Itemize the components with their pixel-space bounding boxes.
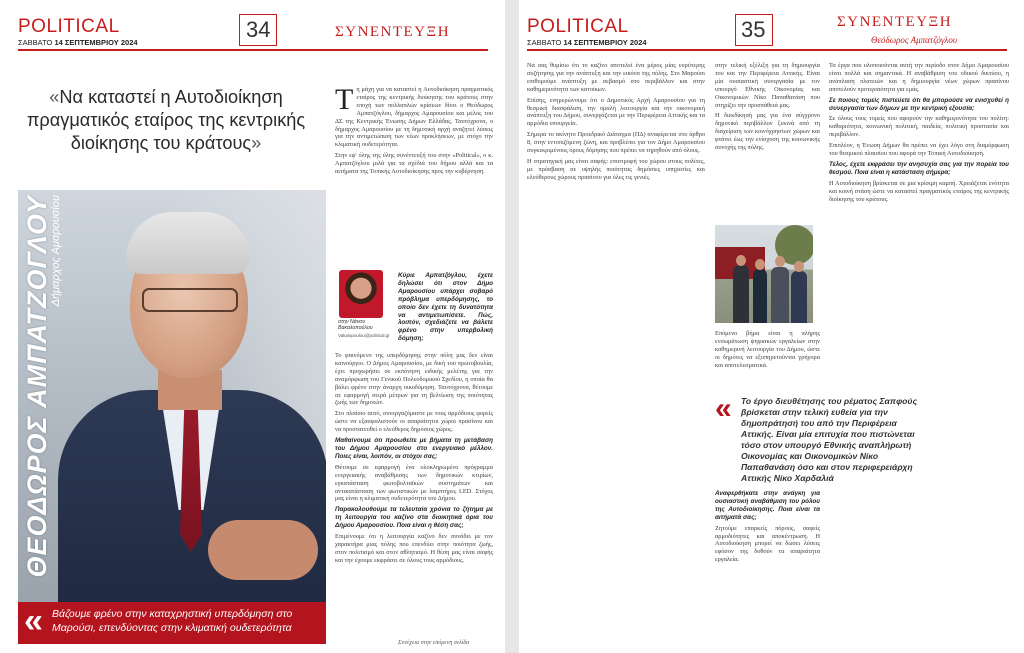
article-paragraph: Στο πλαίσιο αυτό, συνεργαζόμαστε με τους αρμόδιους φορείς ώστε να εξασφαλιστούν οι απαραίτητοι χώροι πρασίνου και να προστατευθεί ο ελεύθερος δημόσιος χώρος. xyxy=(335,410,493,434)
headline: «Να καταστεί η Αυτοδιοίκηση πραγματικός εταίρος της κεντρικής διοίκησης του κράτους» xyxy=(26,87,306,153)
article-paragraph: Η διεκδίκησή μας για ένα σύγχρονο δημοτικό περιβάλλον ξεκινά από τη διαχείριση των κοινόχρηστων χώρων και φτάνει έως την ενίσχυση της κοινωνικής συνοχής της πόλης. xyxy=(715,112,820,152)
section-title: ΣΥΝΕΝΤΕΥΞΗ xyxy=(837,14,953,30)
event-photo xyxy=(715,225,813,323)
caption-quote-icon: « xyxy=(24,602,43,640)
brand-logo: POLITICAL xyxy=(527,16,629,37)
article-paragraph: Επόμενο βήμα είναι η πλήρης ενσωμάτωση ψηφιακών εργαλείων στην καθημερινή λειτουργία του Δήμου, ώστε οι δημότες να εξυπηρετούνται γρήγορα και αποτελεσματικά. xyxy=(715,330,820,369)
section-title: ΣΥΝΕΝΤΕΥΞΗ xyxy=(335,24,451,40)
photo-caption: Βάζουμε φρένο στην καταχρηστική υπερδόμηση στο Μαρούσι, επενδύοντας στην κλιματική ουδετερότητα xyxy=(52,608,293,634)
article-paragraph: Ζητούμε επαρκείς πόρους, σαφείς αρμοδιότητες και αποκέντρωση. Η Αυτοδιοίκηση μπορεί να δώσει λύσεις εφόσον της δοθούν τα απαραίτητα εργαλεία. xyxy=(715,524,820,564)
question-2: Μαθαίνουμε ότι προωθείτε με βήματα τη μετάβαση του Δήμου Αμαρουσίου στο ενεργειακό μέλλον. Ποιες είναι, λοιπόν, οι στόχοι σας; xyxy=(335,437,493,460)
article-column-2 xyxy=(527,62,705,634)
article-column-1b xyxy=(335,352,493,634)
author-name: στην Νάνσυ Βακαλοπούλου xyxy=(338,319,373,332)
left-page xyxy=(0,0,505,653)
article-column-3a xyxy=(715,62,820,220)
article-paragraph: Στην εφ' όλης της ύλης συνέντευξή του στην «Political», ο κ. Αμπατζόγλου μιλά για τα σχέδιά του δήμου αλλά και τα αιτήματα της Τοπικής Αυτοδιοίκησης προς την κυβέρνηση. xyxy=(335,152,493,176)
article-paragraph: Επίσης, ενημερώνουμε ότι ο Δημοτικός Αρχή Αμαρουσίου για τη θεσμική διασφάλιση, την ομαλή λειτουργία και την οικονομική ανάπτυξη του Δήμου, συνεργάζεται με την Περιφέρεια Αττικής και τα αρμόδια υπουργεία. xyxy=(527,96,705,128)
article-column-3b xyxy=(715,330,820,390)
header-rule xyxy=(527,49,1007,51)
article-paragraph: Θέτουμε σε εφαρμογή ένα ολοκληρωμένο πρόγραμμα ενεργειακής αναβάθμισης των δημοτικών κτιρίων, εγκατάσταση φωτοβολταϊκών συστημάτων και αντικατάσταση των φωτιστικών με λαμπτήρες LED. Στόχος μας είναι η κλιματική ουδετερότητα του Δήμου. xyxy=(335,463,493,503)
question: Σε ποιους τομείς πιστεύετε ότι θα μπορούσε να ενισχυθεί η συνεργασία των δήμων με την κεντρική εξουσία; xyxy=(829,96,1009,112)
pull-quote-text: Το έργο διευθέτησης του ρέματος Σαπφούς βρίσκεται στην τελική ευθεία για την δημοπράτησή του από την Περιφέρεια Αττικής. Είναι μία επιτυχία που πιστώνεται τόσο στον υπουργό Εθνικής αναπλήρωτή Οικονομίας και Οικονομικών Νίκο Παπαθανάση όσο και στον περιφερειάρχη Αττικής Νίκο Χαρδαλιά xyxy=(741,396,918,483)
portrait-name-overlay xyxy=(22,195,62,585)
article-paragraph: Η στρατηγική μας είναι σαφής: επιστροφή του χώρου στους πολίτες, με πρόσβαση σε υψηλής ποιότητας δημόσιες υπηρεσίες και ελεύθερους χώρους πρασίνου για όλες τις γενιές. xyxy=(527,157,705,181)
portrait-photo xyxy=(18,190,326,602)
article-paragraph: Επιμένουμε ότι η λειτουργία καζίνο δεν συνάδει με τον χαρακτήρα μιας πόλης που επενδύει στην ποιότητα ζωής, στον πολιτισμό και στον αθλητισμό. Η θέση μας είναι σαφής και την έχουμε εκφράσει σε όλους τους αρμόδιους. xyxy=(335,533,493,564)
author-email: Vakalopoulou@political.gr xyxy=(338,333,390,338)
author-avatar xyxy=(339,270,383,318)
pull-quote-icon: « xyxy=(715,392,732,425)
question-3: Παρακολουθούμε τα τελευταία χρόνια το ζήτημα με τη λειτουργία του καζίνο στα διοικητικά όρια του Δήμου Αμαρουσίου. Ποια είναι η θέση σας; xyxy=(335,506,493,530)
right-page xyxy=(519,0,1024,653)
question: Αναφερθήκατε στην ανάγκη για ουσιαστική αναβάθμιση του ρόλου της Αυτοδιοίκησης. Ποια είναι τα αιτήματά σας; xyxy=(715,490,820,521)
article-paragraph: Επιπλέον, η Ένωση Δήμων θα πρέπει να έχει λόγο στη διαμόρφωση του θεσμικού πλαισίου που αφορά την Τοπική Αυτοδιοίκηση. xyxy=(829,142,1009,158)
page-number: 35 xyxy=(741,17,766,42)
article-column-4 xyxy=(829,62,1009,634)
issue-date: ΣΑΒΒΑΤΟ 14 ΣΕΠΤΕΜΒΡΙΟΥ 2024 xyxy=(527,38,647,47)
continued-note: Συνέχεια στην επόμενη σελίδα xyxy=(398,640,470,646)
article-paragraph: η μάχη για να καταστεί η Αυτοδιοίκηση πραγματικός εταίρος της κεντρικής διοίκησης του κράτους στην εποχή των πολλαπλών κρίσεων δίνει ο Θεόδωρος Αμπατζόγλου, δήμαρχος Αμαρουσίου και μέλος του ΔΣ της Κεντρικής Ένωσης Δήμων Ελλάδας. Ταυτόχρονα, ο δήμαρχος Αμαρουσίου με τη δημοτική αρχή αναζητεί λύσεις για την αντιμετώπιση των νέων προκλήσεων, με στόχο την κλιματική ουδετερότητα. xyxy=(335,86,493,149)
brand-logo: POLITICAL xyxy=(18,16,120,37)
question-1: Κύριε Αμπατζόγλου, έχετε δηλώσει ότι στον Δήμο Αμαρουσίου υπάρχει σοβαρό πρόβλημα υπερδόμησης, το οποίο δεν έχετε τη δυνατότητα να αντιμετωπίσετε. Πώς, λοιπόν, σχεδιάζετε να βάλετε φρένο στην υπερβολική δόμηση; xyxy=(398,272,493,343)
drop-cap: Τ xyxy=(335,86,354,116)
section-subtitle: Θεόδωρος Αμπατζόγλου xyxy=(871,35,957,45)
article-paragraph: Σε όλους τους τομείς που αφορούν την καθημερινότητα του πολίτη: καθαριότητα, κοινωνική πολιτική, παιδεία, πολιτική προστασία και περιβάλλον. xyxy=(829,115,1009,139)
interviewee-name: ΘΕΟΔΩΡΟΣ ΑΜΠΑΤΖΟΓΛΟΥ xyxy=(22,195,52,578)
issue-date: ΣΑΒΒΑΤΟ 14 ΣΕΠΤΕΜΒΡΙΟΥ 2024 xyxy=(18,38,138,47)
article-column-1a xyxy=(335,86,493,266)
article-paragraph: Να σας θυμίσω ότι το καζίνο αποτελεί ένα μέρος μίας ευρύτερης συζήτησης για την ανάπτυξη και την εικόνα της πόλης. Στο Μαρούσι επιθυμούμε ανάπτυξη με σεβασμό στο περιβάλλον και στην καθημερινότητα των κατοίκων. xyxy=(527,62,705,93)
article-column-3c xyxy=(715,490,820,634)
article-paragraph: Σήμερα το ακίνητο Προεδρικό Διάταγμα (ΠΔ) αναφέρεται στο άρθρο 8, στην εντοπιζόμενη ζώνη, και προβλέπει για τον Δήμο Αμαρουσίου συγκεκριμένους όρους δόμησης που πρέπει να τηρηθούν από όλους. xyxy=(527,131,705,155)
page-header xyxy=(519,0,1024,50)
article-paragraph: Η Αυτοδιοίκηση βρίσκεται σε μια κρίσιμη καμπή. Χρειάζεται ενότητα και κοινή στάση ώστε να καταστεί πραγματικός εταίρος της κεντρικής διοίκησης του κράτους. xyxy=(829,179,1009,203)
question: Τέλος, έχετε εκφράσει την ανησυχία σας για την πορεία του θεσμού. Ποια είναι η κατάσταση σήμερα; xyxy=(829,160,1009,176)
article-paragraph: Τα έργα που υλοποιούνται αυτή την περίοδο στον Δήμο Αμαρουσίου είναι πολλά και σημαντικά. Η αναβάθμιση του οδικού δικτύου, η ανάπλαση πλατειών και η δημιουργία νέων χώρων πρασίνου αποτελούν προτεραιότητα για εμάς. xyxy=(829,62,1009,93)
page-header xyxy=(0,0,505,50)
page-number: 34 xyxy=(246,17,271,42)
header-rule xyxy=(18,49,488,51)
interviewee-role: Δήμαρχος Αμαρουσίου xyxy=(50,195,62,307)
article-paragraph: στην τελική εξέλιξη για τη δημιουργία του και την Περιφέρεια Αττικής. Είναι μία ουσιαστική συνεργασία με τον υπουργό Εθνικής Οικονομίας και Οικονομικών Νίκο Παπαθανάση που στηρίζει την προσπάθειά μας. xyxy=(715,62,820,109)
article-paragraph: Το φαινόμενο της υπερδόμησης στην πόλη μας δεν είναι καινούργιο. Ο Δήμος Αμαρουσίου, με δική του πρωτοβουλία, έχει προχωρήσει σε εκπόνηση ειδικής μελέτης για την αναμόρφωση του Γενικού Πολεοδομικού Σχεδίου, η οποία θα βάλει φρένο στην άναρχη οικοδόμηση. Ταυτόχρονα, θέτουμε σε εφαρμογή σειρά μέτρων για τη βελτίωση της ποιότητας ζωής των δημοτών. xyxy=(335,352,493,407)
